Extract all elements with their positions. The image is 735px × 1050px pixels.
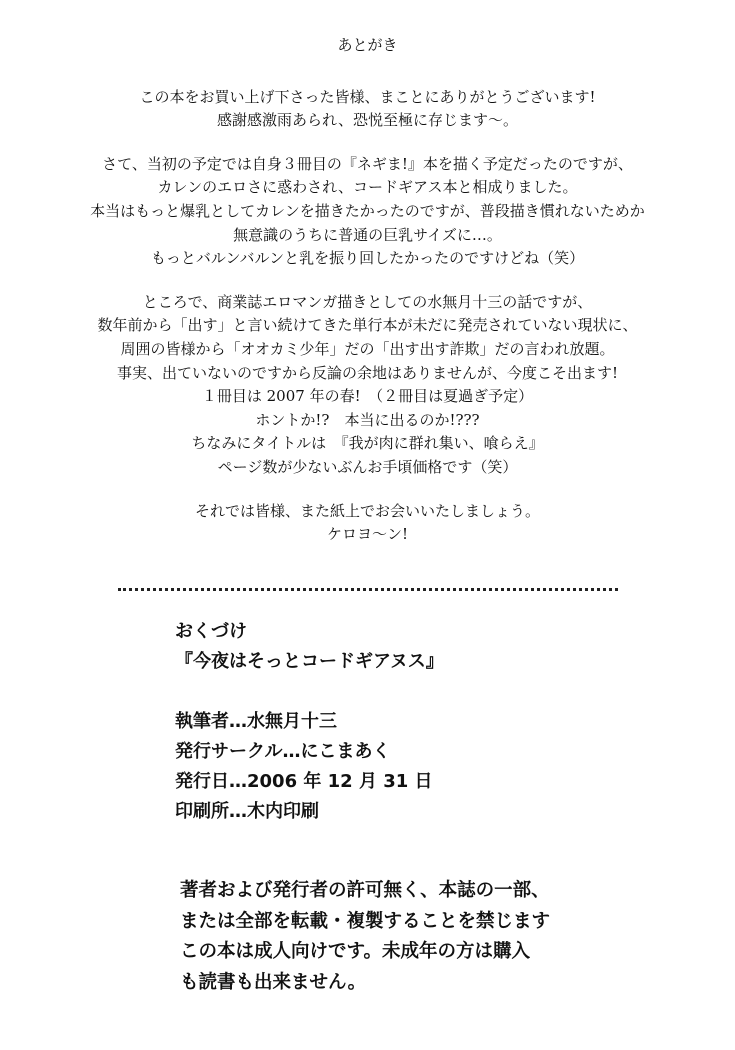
text-line: この本をお買い上げ下さった皆様、まことにありがとうございます!: [139, 87, 596, 106]
text-line: 無意識のうちに普通の巨乳サイズに…。: [233, 225, 502, 244]
text-line: ちなみにタイトルは 『我が肉に群れ集い、喰らえ』: [191, 434, 544, 453]
colophon-heading: おくづけ: [175, 621, 247, 642]
colophon-book-title: 『今夜はそっとコードギアヌス』: [175, 651, 444, 672]
copyright-notice: [180, 876, 720, 998]
colophon-section: [175, 617, 715, 827]
afterword-section: [0, 34, 735, 547]
afterword-title: あとがき: [337, 36, 398, 54]
colophon-date: 発行日…2006 年 12 月 31 日: [175, 771, 433, 792]
text-line: カレンのエロさに惑わされ、コードギアス本と相成りました。: [157, 178, 578, 197]
notice-line: も読書も出来ません。: [180, 971, 367, 993]
text-line: １冊目は 2007 年の春! （２冊目は夏過ぎ予定）: [201, 387, 534, 406]
colophon-printer: 印刷所…木内印刷: [175, 801, 319, 822]
notice-line: 著者および発行者の許可無く、本誌の一部、: [180, 880, 550, 901]
text-line: それでは皆様、また紙上でお会いいたしましょう。: [194, 501, 540, 520]
text-line: ページ数が少ないぶんお手頃価格です（笑）: [217, 457, 518, 476]
colophon-author: 執筆者…水無月十三: [175, 711, 337, 732]
text-line: もっとバルンバルンと乳を振り回したかったのですけどね（笑）: [150, 249, 585, 268]
text-line: 数年前から「出す」と言い続けてきた単行本が未だに発売されていない現状に、: [97, 316, 638, 335]
text-line: ホントか!? 本当に出るのか!???: [255, 410, 480, 429]
text-line: 事実、出ていないのですから反論の余地はありませんが、今度こそ出ます!: [116, 363, 619, 382]
afterword-paragraph-announcement: [0, 291, 735, 480]
text-line: 周囲の皆様から「オオカミ少年」だの「出す出す詐欺」だの言われ放題。: [120, 339, 615, 358]
colophon-circle: 発行サークル…にこまあく: [175, 741, 391, 762]
text-line: ところで、商業誌エロマンガ描きとしての水無月十三の話ですが、: [142, 292, 593, 311]
afterword-paragraph-book: [0, 153, 735, 271]
text-line: 本当はもっと爆乳としてカレンを描きたかったのですが、普段描き慣れないためか: [90, 201, 645, 220]
text-line: さて、当初の予定では自身３冊目の『ネギま!』本を描く予定だったのですが、: [102, 154, 633, 173]
notice-line: または全部を転載・複製することを禁じます: [180, 910, 551, 932]
afterword-paragraph-closing: [0, 500, 735, 547]
text-line: 感謝感激雨あられ、恐悦至極に存じます〜。: [217, 111, 518, 130]
dotted-divider: [118, 588, 618, 591]
afterword-paragraph-thanks: [0, 86, 735, 133]
text-line: ケロヨ〜ン!: [326, 525, 409, 544]
notice-line: この本は成人向けです。未成年の方は購入: [180, 941, 531, 962]
